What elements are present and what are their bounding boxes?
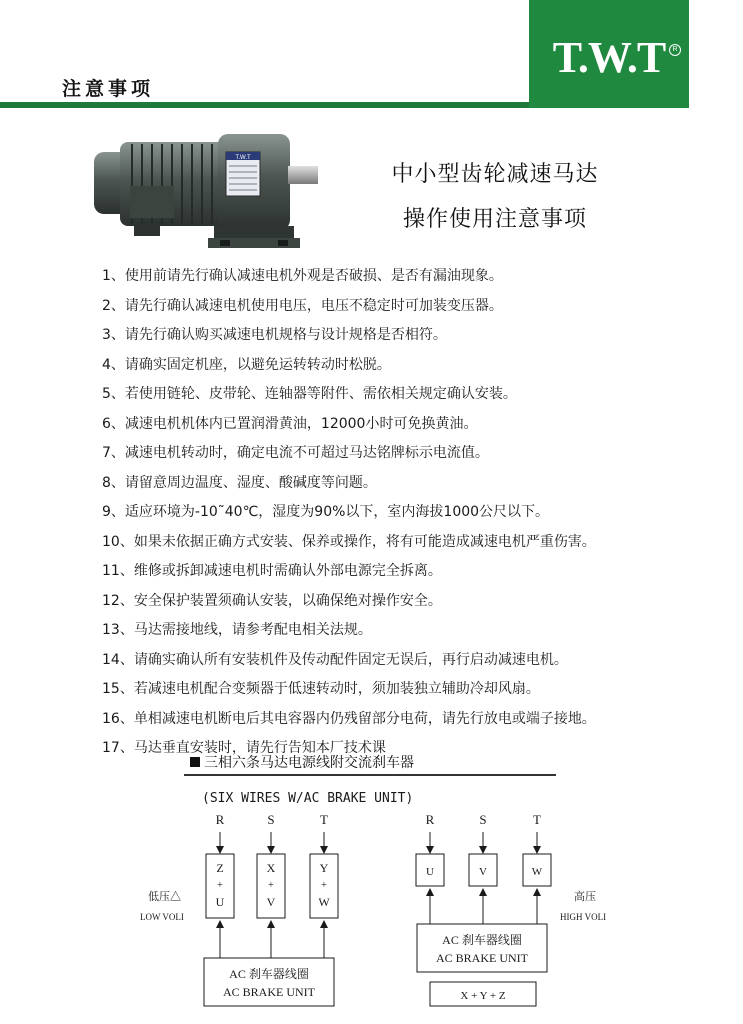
list-item: 17、马达垂直安装时，请先行告知本厂技术课 bbox=[102, 740, 386, 756]
list-item: 3、请先行确认购买减速电机规格与设计规格是否相符。 bbox=[102, 327, 447, 343]
wiring-section-title-text: 三相六条马达电源线附交流刹车器 bbox=[204, 755, 414, 771]
low-terminal-3-bottom: W bbox=[318, 895, 330, 909]
list-item: 10、如果未依据正确方式安装、保养或操作，将有可能造成减速电机严重伤害。 bbox=[102, 533, 596, 550]
list-item: 13、马达需接地线，请参考配电相关法规。 bbox=[102, 622, 372, 638]
list-item: 1、使用前请先行确认减速电机外观是否破损、是否有漏油现象。 bbox=[102, 268, 503, 284]
high-phase-t: T bbox=[533, 812, 541, 827]
list-item: 12、安全保护装置须确认安装，以确保绝对操作安全。 bbox=[102, 592, 442, 609]
header-title: 注意事项 bbox=[62, 78, 155, 100]
high-terminal-w: W bbox=[531, 866, 543, 878]
list-item: 4、请确实固定机座，以避免运转转动时松脱。 bbox=[102, 356, 391, 373]
low-terminal-2-bottom: V bbox=[266, 895, 276, 909]
low-voltage-diagram bbox=[140, 812, 338, 1006]
list-item: 16、单相减速电机断电后其电容器内仍残留部分电荷，请先行放电或端子接地。 bbox=[102, 710, 596, 727]
list-item: 8、请留意周边温度、湿度、酸碱度等问题。 bbox=[102, 474, 377, 491]
registered-mark: R bbox=[669, 44, 681, 56]
nameplate-brand: T.W.T bbox=[235, 155, 251, 161]
list-item: 2、请先行确认减速电机使用电压，电压不稳定时可加装变压器。 bbox=[102, 297, 503, 314]
list-item: 6、减速电机机体内已置润滑黄油，12000小时可免换黄油。 bbox=[102, 415, 478, 432]
diagram-subtitle: (SIX WIRES W/AC BRAKE UNIT) bbox=[202, 791, 414, 806]
list-item: 5、若使用链轮、皮带轮、连轴器等附件、需依相关规定确认安装。 bbox=[102, 386, 517, 402]
wiring-section-title bbox=[190, 752, 414, 772]
square-bullet-icon bbox=[190, 757, 200, 767]
list-item: 15、若减速电机配合变频器于低速转动时，须加装独立辅助冷却风扇。 bbox=[102, 681, 540, 697]
low-terminal-2-plus: + bbox=[268, 880, 274, 891]
low-phase-r: R bbox=[215, 812, 225, 827]
low-voltage-label: 低压△ bbox=[148, 891, 181, 903]
high-voltage-label-en: HIGH VOLI bbox=[560, 912, 607, 922]
high-voltage-diagram bbox=[416, 812, 606, 1006]
document-title-line1: 中小型齿轮减速马达 bbox=[391, 162, 599, 187]
high-star-connection: X + Y + Z bbox=[460, 990, 506, 1002]
wiring-diagram bbox=[130, 780, 650, 1012]
low-phase-t: T bbox=[320, 812, 328, 827]
section-divider bbox=[184, 774, 556, 776]
low-brake-label-en: AC BRAKE UNIT bbox=[223, 985, 315, 999]
low-brake-label: AC 刹车器线圈 bbox=[229, 967, 309, 981]
precautions-list bbox=[102, 262, 596, 764]
low-voltage-label-en: LOW VOLI bbox=[140, 912, 184, 922]
gear-motor-image bbox=[90, 128, 320, 258]
header-bar bbox=[0, 102, 530, 108]
low-terminal-3-top: Y bbox=[319, 861, 329, 875]
list-item: 9、适应环境为-10˜40℃，湿度为90%以下，室内海拔1000公尺以下。 bbox=[102, 504, 550, 520]
low-phase-s: S bbox=[267, 812, 275, 827]
low-terminal-1-bottom: U bbox=[215, 895, 225, 909]
high-brake-label-en: AC BRAKE UNIT bbox=[436, 951, 528, 965]
high-terminal-v: V bbox=[479, 866, 487, 878]
high-brake-label: AC 刹车器线圈 bbox=[442, 933, 522, 947]
brand-logo-text: T.W.T bbox=[552, 33, 666, 82]
high-phase-s: S bbox=[479, 812, 487, 827]
list-item: 14、请确实确认所有安装机件及传动配件固定无误后，再行启动减速电机。 bbox=[102, 651, 568, 668]
list-item: 11、维修或拆卸减速电机时需确认外部电源完全拆离。 bbox=[102, 563, 442, 579]
list-item: 7、减速电机转动时，确定电流不可超过马达铭牌标示电流值。 bbox=[102, 445, 489, 461]
low-terminal-1-plus: + bbox=[217, 880, 223, 891]
document-title-line2: 操作使用注意事项 bbox=[402, 207, 587, 232]
low-terminal-2-top: X bbox=[266, 861, 276, 875]
low-terminal-3-plus: + bbox=[321, 880, 327, 891]
high-voltage-label: 高压 bbox=[574, 891, 596, 903]
brand-logo bbox=[529, 0, 689, 108]
low-terminal-1-top: Z bbox=[216, 861, 224, 875]
high-terminal-u: U bbox=[426, 866, 434, 878]
high-phase-r: R bbox=[425, 812, 435, 827]
